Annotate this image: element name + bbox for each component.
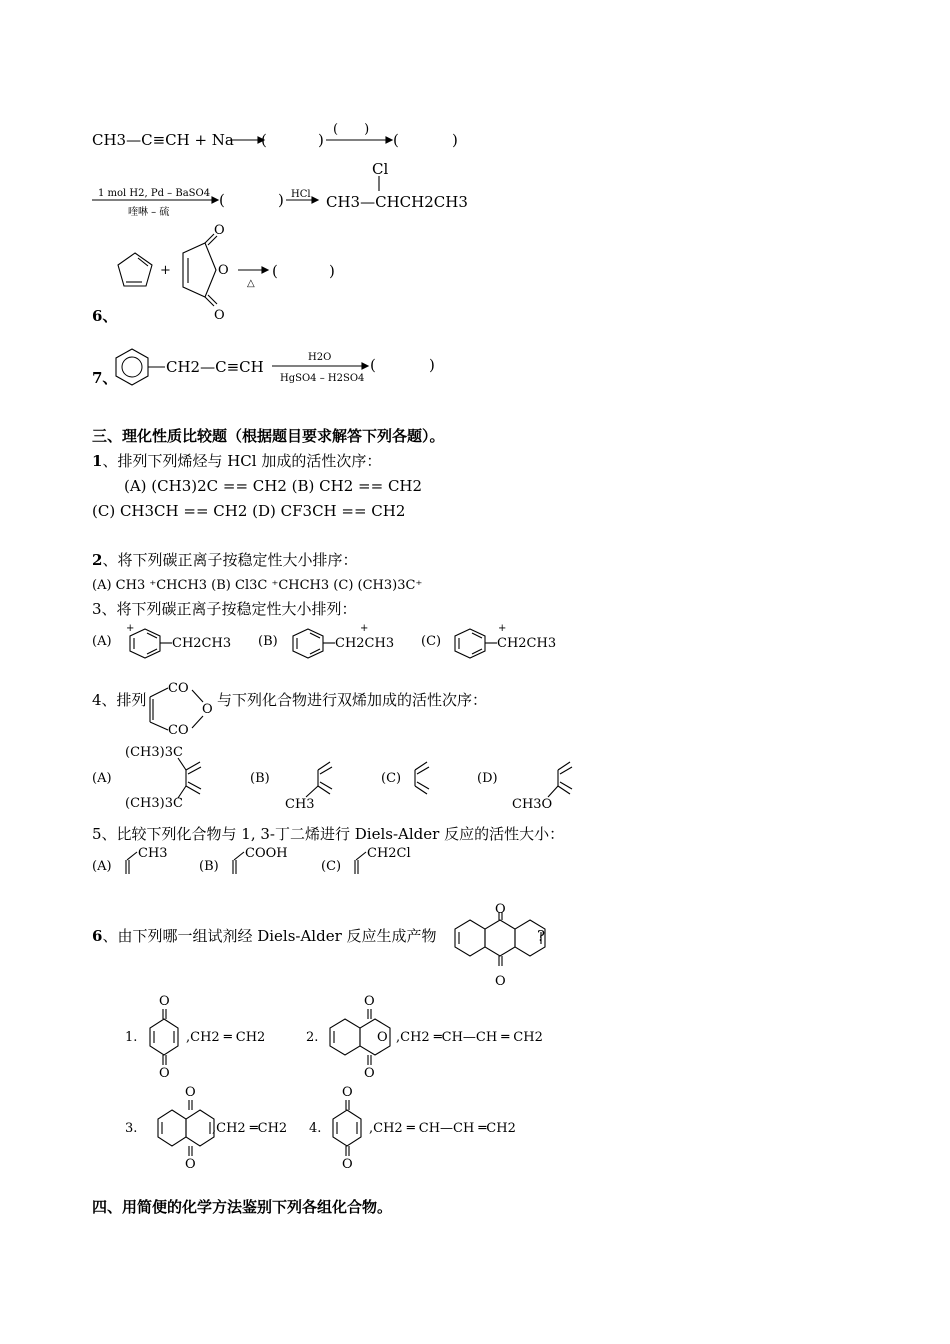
q1-prompt [92, 452, 381, 470]
q3-ring-b [293, 629, 335, 658]
reaction7-reagent-top: H2O [308, 352, 332, 363]
q6-choice3-o-top: O [185, 1085, 196, 1100]
reaction6-o-top: O [214, 223, 225, 238]
reaction2-product-cl: Cl [372, 160, 389, 178]
reaction2-product: CH3—CHCH2CH3 [326, 193, 468, 211]
arrowhead [212, 197, 218, 203]
q6-choice4-reagent: ,CH2 ═ CH—CH ═CH2 [369, 1121, 516, 1136]
choice3-dione [158, 1100, 214, 1156]
q2-text: 、将下列碳正离子按稳定性大小排序： [102, 551, 358, 569]
q6-choice4-label: 4. [309, 1121, 322, 1136]
q4-o-ring: O [202, 702, 213, 717]
q4-diene-d [548, 762, 572, 797]
q3-option-b: (B) [258, 634, 278, 649]
q3-option-c: (C) [421, 634, 442, 649]
q4-co-bottom: CO [168, 723, 189, 738]
q4-b-sub: CH3 [285, 797, 315, 812]
reaction1-blank2-close: ) [452, 131, 458, 149]
reaction1-blank1-close: ) [318, 131, 324, 149]
q1-options-line1: (A) (CH3)2C == CH2 (B) CH2 == CH2 [124, 477, 423, 495]
q5-prompt: 5、比较下列化合物与 1, 3-丁二烯进行 Diels-Alder 反应的活性大小： [92, 825, 565, 843]
q5-b-sub: COOH [245, 846, 288, 861]
q3-c-plus: + [498, 623, 507, 634]
choice1-quinone [150, 1009, 178, 1065]
reaction6-o-ring: O [218, 263, 229, 278]
reaction2-reagent-bottom: 喹啉 – 硫 [128, 207, 170, 218]
q4-prompt-suffix: 与下列化合物进行双烯加成的活性次序： [217, 691, 488, 709]
q6-choice4-o-top: O [342, 1085, 353, 1100]
q6-choice1-reagent: ,CH2 ═ CH2 [186, 1030, 266, 1045]
arrowhead [312, 197, 318, 203]
q5-alkene-a [126, 852, 137, 874]
carbonyl-bond [205, 234, 214, 243]
q6-choice2-reagent: ,CH2 ═CH—CH ═ CH2 [396, 1030, 543, 1045]
reaction2-hcl: HCl [291, 189, 311, 200]
arrowhead [262, 267, 268, 273]
q4-a-top: (CH3)3C [125, 745, 183, 760]
q3-ring-a [130, 629, 172, 658]
reaction7-blank-close: ) [429, 356, 435, 374]
reaction6-blank-close: ) [329, 262, 335, 280]
reaction7-chain: CH2—C≡CH [166, 358, 264, 376]
q4-option-c: (C) [381, 771, 402, 786]
q5-a-sub: CH3 [138, 846, 168, 861]
q1-options-line2: (C) CH3CH == CH2 (D) CF3CH == CH2 [92, 502, 406, 520]
q6-choice1-label: 1. [125, 1030, 138, 1045]
q6-product-o-bottom: O [495, 974, 506, 989]
reaction7-blank-open: ( [370, 356, 376, 374]
benzene-ring [116, 349, 148, 385]
q2-prompt [92, 551, 357, 569]
q6-product-structure [455, 912, 545, 966]
q3-a-group: CH2CH3 [172, 636, 232, 651]
q6-choice1-o-bottom: O [159, 1066, 170, 1081]
q3-a-plus: + [126, 623, 135, 634]
q4-d-sub: CH3O [512, 797, 553, 812]
carbonyl-bond [205, 297, 214, 306]
q3-b-plus: + [360, 623, 369, 634]
q4-diene-b [306, 762, 332, 797]
reaction1-reactants: CH3—C≡CH + Na [92, 131, 234, 149]
q2-number: 2 [92, 551, 103, 569]
section3-heading: 三、理化性质比较题（根据题目要求解答下列各题）。 [92, 427, 445, 445]
q2-options: (A) CH3 ⁺CHCH3 (B) Cl3C ⁺CHCH3 (C) (CH3)3C⁺ [92, 578, 423, 593]
reaction6-o-bottom: O [214, 308, 225, 323]
q4-prompt-prefix: 4、排列 [92, 691, 147, 709]
q6-question-mark: ? [537, 927, 546, 945]
choice4-quinone [333, 1100, 361, 1156]
q6-choice4-o-bottom: O [342, 1157, 353, 1172]
reaction7-reagent-bottom: HgSO4 – H2SO4 [280, 373, 365, 384]
q6-product-o-top: O [495, 902, 506, 917]
q6-choice1-o-top: O [159, 994, 170, 1009]
q4-option-a: (A) [92, 771, 112, 786]
reaction1-blank1-open: ( [261, 131, 267, 149]
q1-text: 、排列下列烯烃与 HCl 加成的活性次序： [102, 452, 382, 470]
q6-choice3-reagent: ,CH2 ═CH2 [212, 1121, 288, 1136]
q6-text: 、由下列哪一组试剂经 Diels-Alder 反应生成产物 [102, 927, 437, 945]
q4-diene-c [415, 762, 429, 794]
q6-choice2-o-bottom: O [364, 1066, 375, 1081]
q3-prompt: 3、将下列碳正离子按稳定性大小排列： [92, 600, 357, 618]
q6-choice2-o-top: O [364, 994, 375, 1009]
q3-option-a: (A) [92, 634, 112, 649]
reaction7-label: 7、 [92, 369, 118, 387]
reaction6-blank-open: ( [272, 262, 278, 280]
reaction2-blank-close: ) [278, 191, 284, 209]
carbonyl-bond [208, 295, 217, 304]
q6-choice3-o-bottom: O [185, 1157, 196, 1172]
reaction1-reagent-blank: ( ) [333, 122, 370, 137]
q3-b-group: CH2CH3 [335, 636, 395, 651]
arrowhead [362, 363, 368, 369]
q5-option-b: (B) [199, 859, 219, 874]
q6-choice3-label: 3. [125, 1121, 138, 1136]
q5-alkene-c [355, 852, 366, 874]
q3-ring-c [455, 629, 497, 658]
reaction6-label: 6、 [92, 307, 118, 325]
reaction6-plus: + [160, 263, 171, 278]
section4-heading: 四、用简便的化学方法鉴别下列各组化合物。 [92, 1198, 393, 1216]
reaction1-blank2-open: ( [393, 131, 399, 149]
q4-co-top: CO [168, 681, 189, 696]
q4-option-d: (D) [477, 771, 498, 786]
q4-a-bottom: (CH3)3C [125, 796, 183, 811]
reaction6-heat: △ [247, 278, 255, 289]
q3-c-group: CH2CH3 [497, 636, 557, 651]
q5-option-a: (A) [92, 859, 112, 874]
q1-number: 1 [92, 452, 103, 470]
q6-prompt [92, 927, 437, 945]
cyclopentadiene-ring [118, 253, 152, 286]
reaction2-blank-open: ( [219, 191, 225, 209]
q5-option-c: (C) [321, 859, 342, 874]
q4-option-b: (B) [250, 771, 270, 786]
reaction2-reagent-top: 1 mol H2, Pd – BaSO4 [98, 188, 211, 199]
q5-alkene-b [233, 852, 244, 874]
q4-diene-a [178, 758, 201, 798]
q6-choice2-o-ring: O [377, 1030, 388, 1045]
q5-c-sub: CH2Cl [367, 846, 411, 861]
arrowhead [386, 137, 392, 143]
q6-choice2-label: 2. [306, 1030, 319, 1045]
q6-number: 6 [92, 927, 103, 945]
